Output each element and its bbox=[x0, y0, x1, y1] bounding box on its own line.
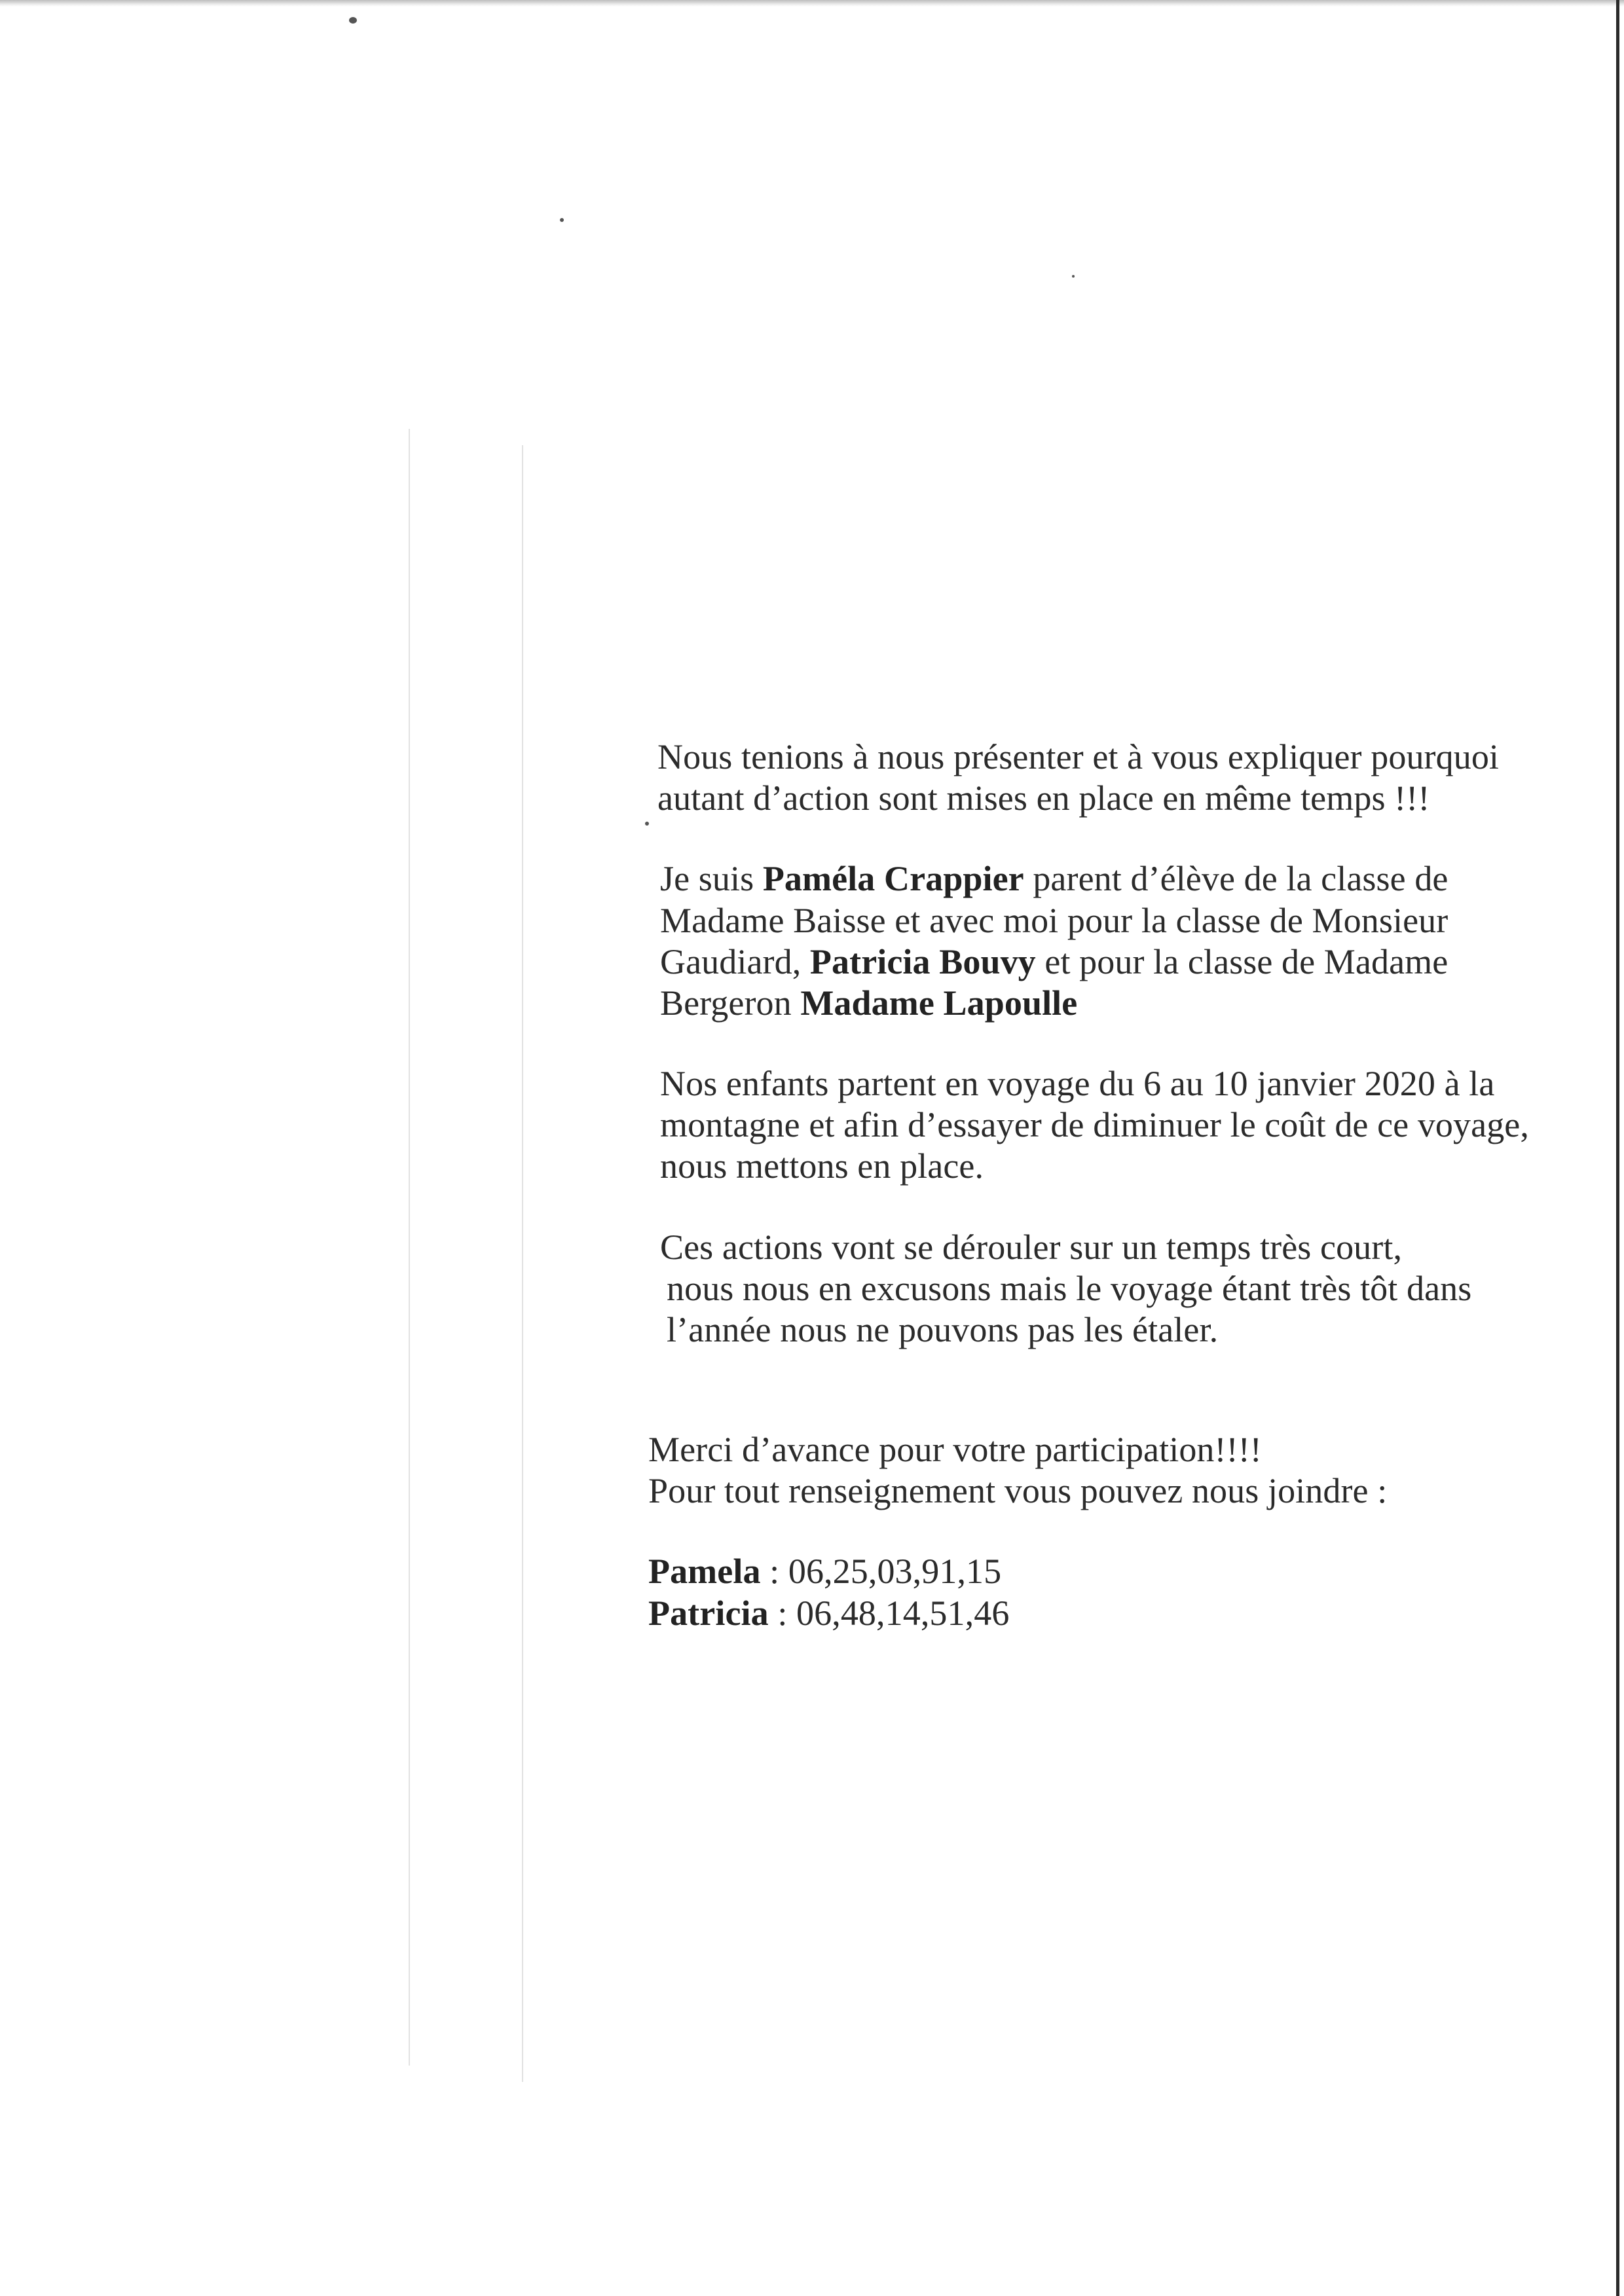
trip-line: Nos enfants partent en voyage du 6 au 10 janvier 2020 à la bbox=[660, 1064, 1495, 1104]
intro-line: Nous tenions à nous présenter et à vous expliquer pourquoi bbox=[657, 737, 1500, 776]
paragraph-gap bbox=[648, 1351, 1611, 1429]
presentation-line bbox=[648, 941, 1611, 983]
schedule-line: nous nous en excusons mais le voyage étant très tôt dans bbox=[667, 1268, 1472, 1308]
presentation-line: Madame Baisse et avec moi pour la classe de Monsieur bbox=[660, 900, 1449, 940]
schedule-paragraph bbox=[648, 1227, 1611, 1351]
schedule-line: Ces actions vont se dérouler sur un temps très court, bbox=[660, 1227, 1403, 1267]
scan-speck bbox=[1072, 275, 1075, 278]
intro-paragraph bbox=[648, 737, 1611, 819]
paragraph-gap bbox=[648, 1188, 1611, 1227]
presentation-line bbox=[648, 983, 1611, 1024]
contacts-list bbox=[648, 1551, 1611, 1633]
thanks-line: Pour tout renseignement vous pouvez nous joindre : bbox=[648, 1471, 1388, 1511]
paragraph-gap bbox=[648, 819, 1611, 858]
schedule-line: l’année nous ne pouvons pas les étaler. bbox=[667, 1309, 1219, 1349]
presentation-text: Gaudiard, bbox=[660, 941, 810, 981]
scan-faint-line bbox=[522, 445, 523, 2082]
scan-speck bbox=[560, 218, 564, 222]
scan-faint-line bbox=[409, 429, 410, 2066]
paragraph-gap bbox=[648, 1024, 1611, 1063]
parent-name-lapoulle: Madame Lapoulle bbox=[800, 983, 1078, 1023]
paragraph-gap bbox=[648, 1512, 1611, 1551]
presentation-text: parent d’élève de la classe de bbox=[1024, 859, 1449, 899]
parent-name-pamela: Paméla Crappier bbox=[762, 859, 1024, 899]
scan-speck bbox=[349, 17, 357, 24]
presentation-text: Bergeron bbox=[660, 983, 801, 1023]
trip-paragraph bbox=[648, 1063, 1611, 1188]
contact-phone: 06,48,14,51,46 bbox=[796, 1593, 1010, 1633]
presentation-line bbox=[648, 858, 1611, 900]
trip-line: nous mettons en place. bbox=[660, 1146, 984, 1186]
trip-line: montagne et afin d’essayer de diminuer le coût de ce voyage, bbox=[660, 1105, 1529, 1145]
contact-phone: 06,25,03,91,15 bbox=[788, 1552, 1002, 1592]
presentation-paragraph bbox=[648, 858, 1611, 1024]
contact-entry bbox=[648, 1551, 1611, 1592]
scan-right-edge bbox=[1616, 0, 1619, 2296]
contact-name: Patricia bbox=[648, 1593, 769, 1633]
intro-line: autant d’action sont mises en place en même temps !!! bbox=[657, 778, 1430, 818]
contact-separator: : bbox=[760, 1552, 788, 1592]
thanks-line: Merci d’avance pour votre participation!!!! bbox=[648, 1430, 1262, 1470]
presentation-text: Je suis bbox=[660, 859, 763, 899]
scan-top-edge bbox=[0, 0, 1624, 7]
presentation-text: et pour la classe de Madame bbox=[1035, 941, 1449, 981]
contact-entry bbox=[648, 1593, 1611, 1634]
contact-name: Pamela bbox=[648, 1552, 761, 1592]
parent-name-patricia: Patricia Bouvy bbox=[809, 941, 1036, 981]
letter-body bbox=[648, 737, 1611, 1634]
contact-separator: : bbox=[768, 1593, 797, 1633]
thanks-paragraph bbox=[648, 1429, 1611, 1512]
